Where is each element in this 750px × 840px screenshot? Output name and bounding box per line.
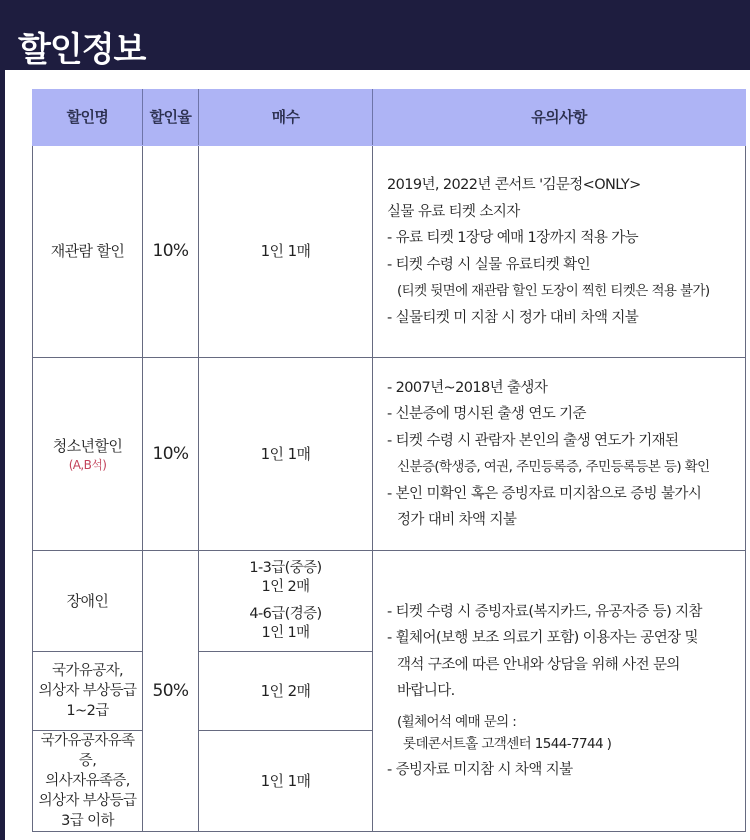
note-line: - 본인 미확인 혹은 증빙자료 미지참으로 증빙 불가시 xyxy=(387,485,702,502)
note-line: - 티켓 수령 시 관람자 본인의 출생 연도가 기재된 xyxy=(387,432,679,449)
discount-info-panel xyxy=(5,70,750,840)
ticket-count: 1인 2매 xyxy=(199,652,373,731)
note-line: - 증빙자료 미지참 시 차액 지불 xyxy=(387,762,573,778)
discount-notes xyxy=(373,358,746,551)
discount-name: 장애인 xyxy=(33,551,143,652)
note-line: - 휠체어(보행 보조 의료기 포함) 이용자는 공연장 및 xyxy=(387,630,698,646)
note-line: 객석 구조에 따른 안내와 상담을 위해 사전 문의 xyxy=(397,656,680,673)
discount-name-cell xyxy=(33,731,143,832)
table-row-youth xyxy=(33,358,746,551)
page-title: 할인정보 xyxy=(18,30,146,70)
ticket-count: 1인 1매 xyxy=(199,731,373,832)
note-line: 실물 유료 티켓 소지자 xyxy=(387,203,520,220)
discount-name-line: 1~2급 xyxy=(66,703,109,719)
table-row-revisit xyxy=(33,146,746,358)
header-discount-rate: 할인율 xyxy=(143,90,199,146)
discount-notes xyxy=(373,551,746,832)
note-line: - 신분증에 명시된 출생 연도 기준 xyxy=(387,406,586,422)
discount-table xyxy=(32,89,746,832)
discount-name-line: 의사자유족증, xyxy=(45,773,130,789)
note-line: 정가 대비 차액 지불 xyxy=(397,512,517,528)
grade-label: 4-6급(경증) xyxy=(249,606,322,622)
note-line: 2019년, 2022년 콘서트 '김문정<ONLY> xyxy=(387,177,641,193)
discount-rate: 50% xyxy=(143,551,199,832)
discount-rate: 10% xyxy=(143,146,199,358)
note-line: - 2007년~2018년 출생자 xyxy=(387,379,548,396)
discount-name-line: 의상자 부상등급 xyxy=(38,793,137,809)
note-line: (휠체어석 예매 문의 : xyxy=(397,713,517,730)
note-line: - 티켓 수령 시 실물 유료티켓 확인 xyxy=(387,256,590,273)
discount-name-line: 3급 이하 xyxy=(61,813,114,829)
discount-name: 재관람 할인 xyxy=(33,146,143,358)
discount-notes xyxy=(373,146,746,358)
ticket-count: 1인 1매 xyxy=(199,358,373,551)
note-line: 롯데콘서트홀 고객센터 1544-7744 ) xyxy=(403,736,612,752)
header-ticket-count: 매수 xyxy=(199,90,373,146)
discount-name-line: 국가유공자유족증, xyxy=(40,733,135,769)
discount-name-cell xyxy=(33,652,143,731)
grade-label: 1-3급(중증) xyxy=(249,560,322,576)
ticket-count: 1인 1매 xyxy=(261,625,310,641)
discount-rate: 10% xyxy=(143,358,199,551)
ticket-count: 1인 2매 xyxy=(261,579,310,595)
discount-name: 청소년할인 xyxy=(52,436,123,455)
header-discount-name: 할인명 xyxy=(33,90,143,146)
ticket-count-cell xyxy=(199,551,373,652)
note-line: 신분증(학생증, 여권, 주민등록증, 주민등록등본 등) 확인 xyxy=(397,459,710,475)
seat-class-note: (A,B석) xyxy=(68,457,107,472)
header-notes: 유의사항 xyxy=(373,90,746,146)
table-row-disabled xyxy=(33,551,746,652)
note-line: (티켓 뒷면에 재관람 할인 도장이 찍힌 티켓은 적용 불가) xyxy=(397,283,710,299)
ticket-count: 1인 1매 xyxy=(199,146,373,358)
note-line: - 티켓 수령 시 증빙자료(복지카드, 유공자증 등) 지참 xyxy=(387,603,702,620)
discount-name-line: 국가유공자, xyxy=(51,663,124,679)
discount-name-line: 의상자 부상등급 xyxy=(38,683,137,699)
note-line: - 유료 티켓 1장당 예매 1장까지 적용 가능 xyxy=(387,230,639,246)
note-line: 바랍니다. xyxy=(397,683,455,699)
note-line: - 실물티켓 미 지참 시 정가 대비 차액 지불 xyxy=(387,309,639,326)
discount-name-cell xyxy=(33,358,143,551)
table-header-row xyxy=(33,90,746,146)
